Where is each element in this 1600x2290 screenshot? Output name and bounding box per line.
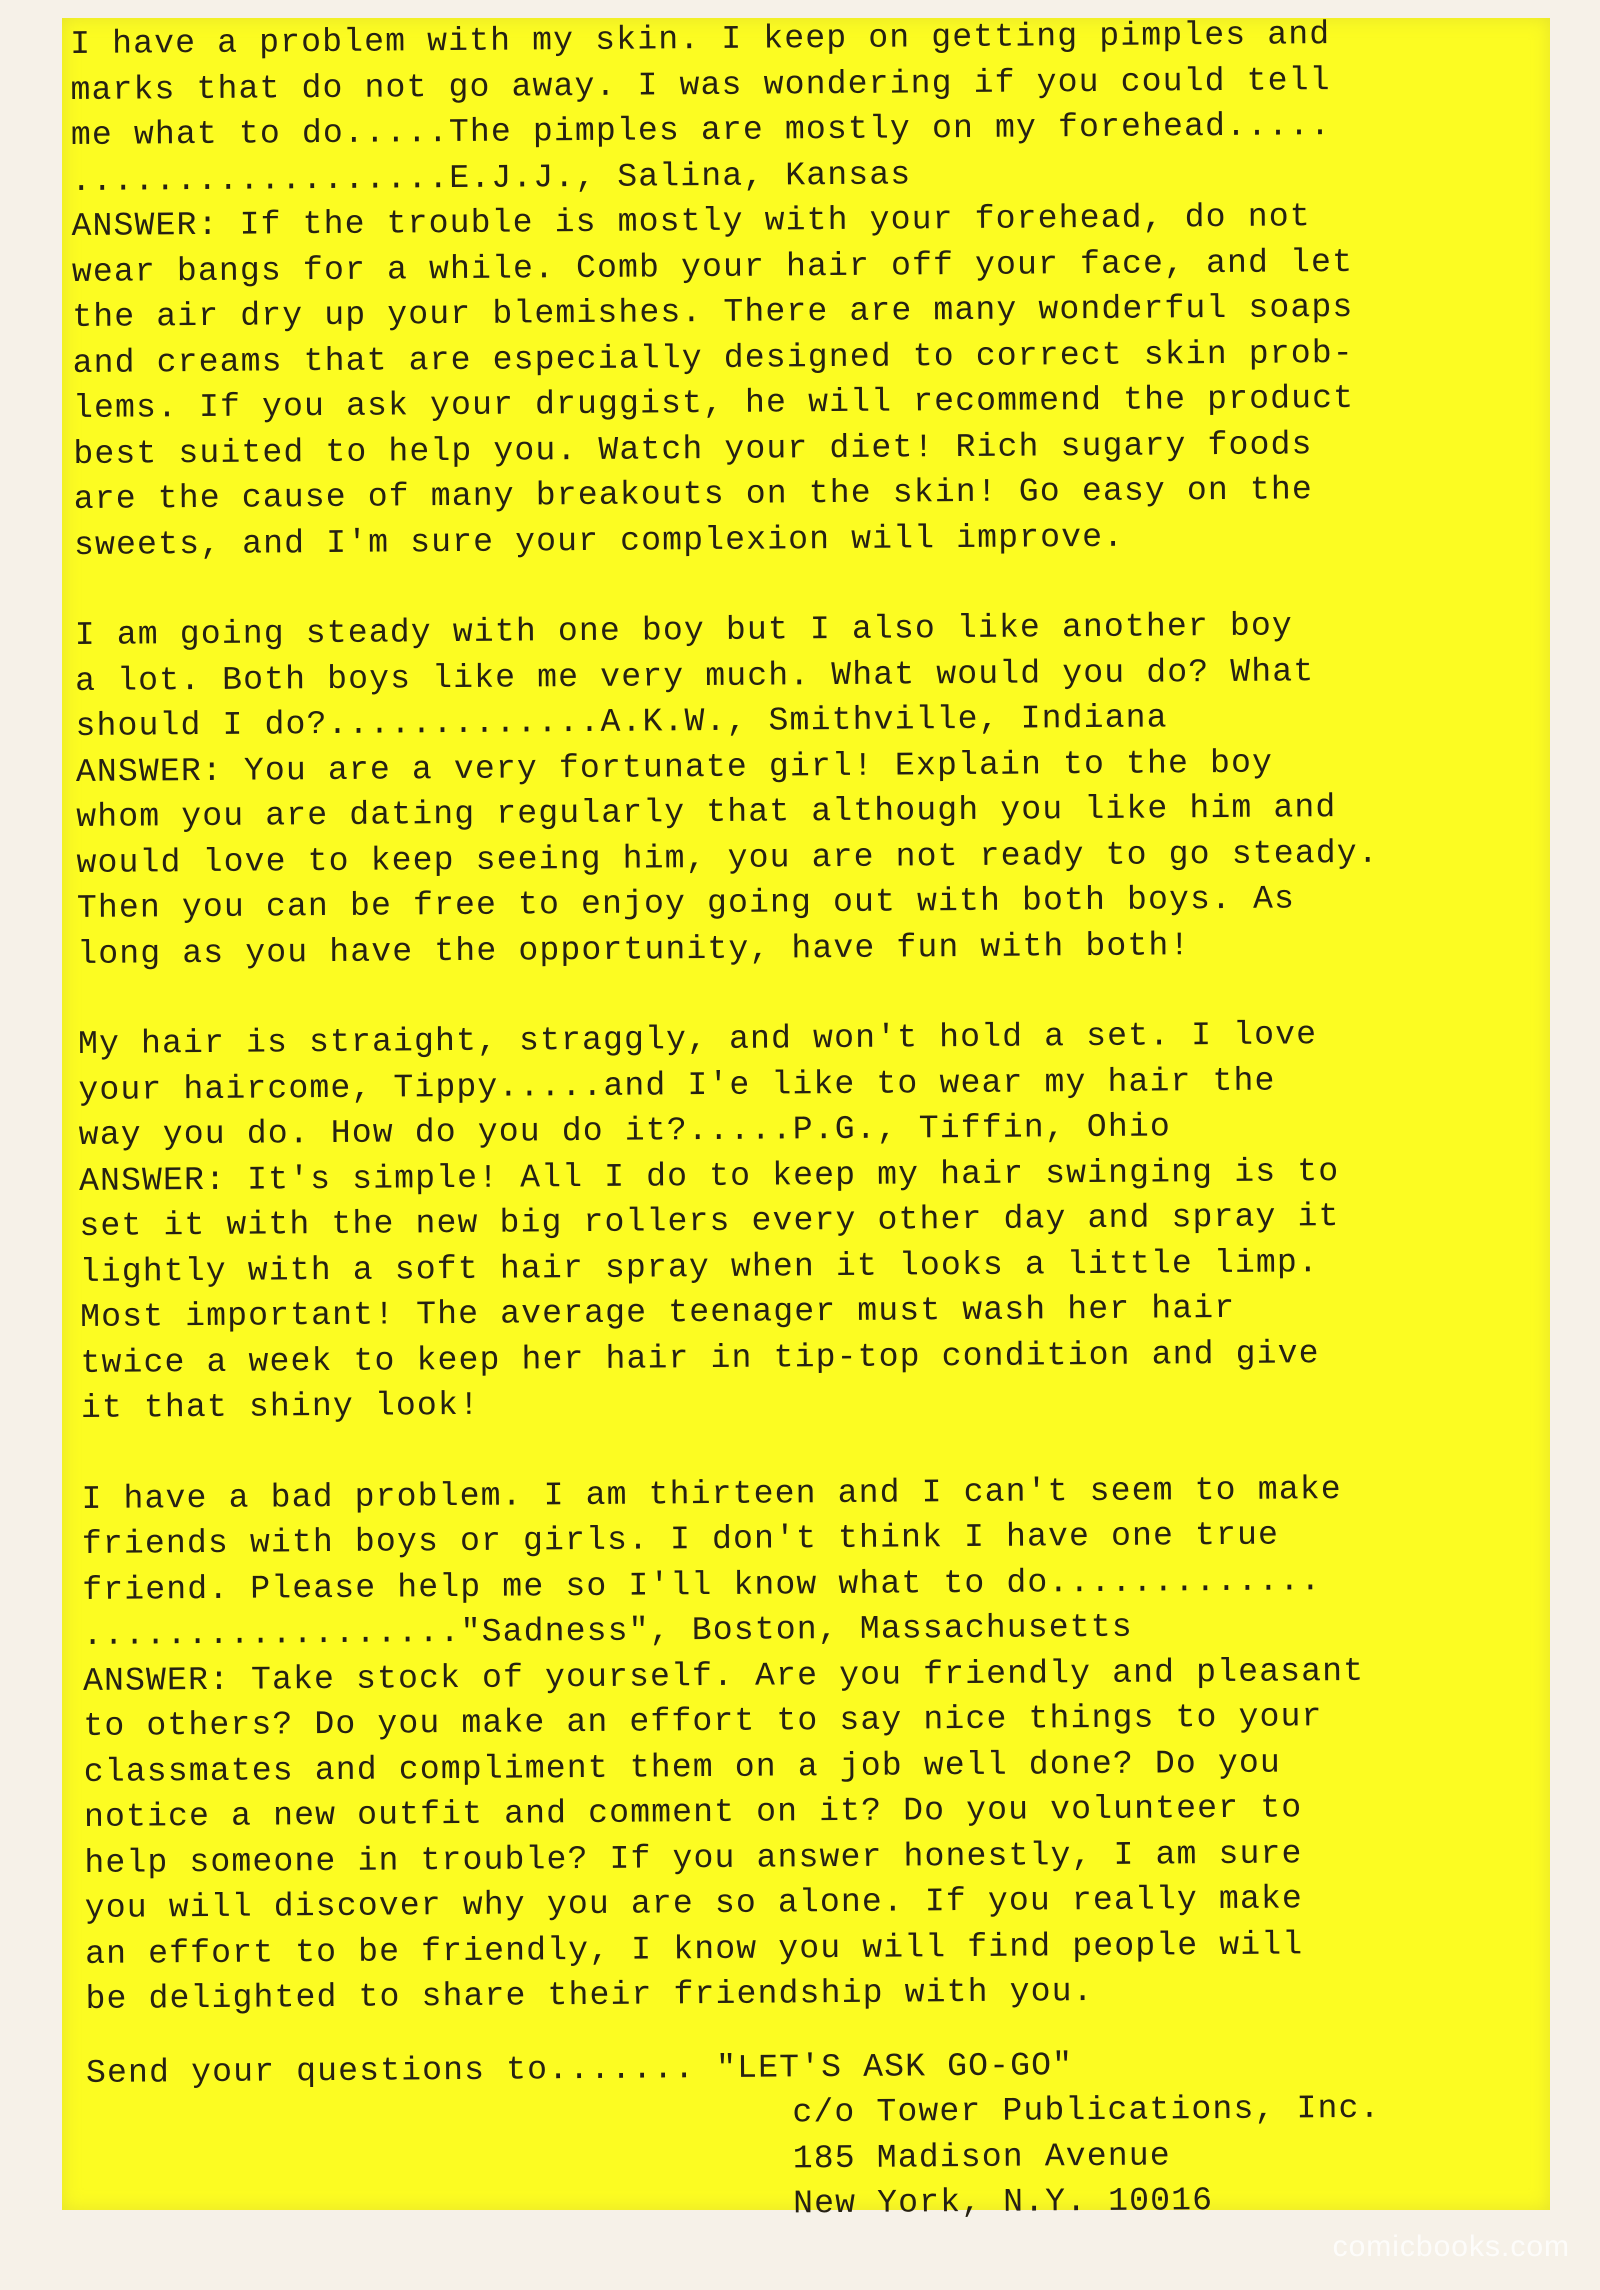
text-line: friend. Please help me so I'll know what to do............. [82,1561,1322,1609]
text-line: .................."Sadness", Boston, Massachusetts [82,1608,1133,1654]
send-questions-block [86,2039,1567,2233]
text-line: a lot. Both boys like me very much. What would you do? What [75,652,1315,700]
send-questions-line: Send your questions to....... "LET'S ASK GO-GO" [85,2046,1074,2092]
text-line: sweets, and I'm sure your complexion will improve. [73,518,1125,564]
text-line: lems. If you ask your druggist, he will recommend the product [72,379,1355,427]
text-line: My hair is straight, straggly, and won't hold a set. I love [77,1016,1318,1063]
text-line: whom you are dating regularly that although you like him and [76,789,1337,836]
address-line-company: c/o Tower Publications, Inc. [792,2089,1381,2132]
text-line: I have a bad problem. I am thirteen and I can't seem to make [81,1470,1342,1518]
text-line: you will discover why you are so alone. If you really make [84,1880,1304,1927]
text-line: ANSWER: If the trouble is mostly with your forehead, do not [71,198,1311,245]
advice-column [70,10,1567,2232]
text-line: me what to do.....The pimples are mostly on my forehead..... [70,107,1332,154]
text-line: I have a problem with my skin. I keep on getting pimples and [70,16,1331,63]
watermark-text: comicbooks.com [1332,2230,1570,2263]
address-line-street: 185 Madison Avenue [792,2136,1171,2177]
text-line: set it with the new big rollers every other day and spray it [79,1198,1340,1245]
text-line: it that shiny look! [80,1386,481,1427]
text-line: best suited to help you. Watch your diet! Rich sugary foods [73,425,1313,473]
text-line: help someone in trouble? If you answer honestly, I am sure [84,1834,1303,1882]
text-line: lightly with a soft hair spray when it looks a little limp. [79,1243,1320,1291]
text-line: ANSWER: It's simple! All I do to keep my hair swinging is to [78,1152,1340,1200]
letter-hair [78,1010,1561,1431]
text-line: marks that do not go away. I was wondering if you could tell [70,61,1331,109]
text-line: ANSWER: You are a very fortunate girl! Explain to the boy [75,744,1274,791]
text-line: way you do. How do you do it?.....P.G., Tiffin, Ohio [78,1108,1172,1154]
text-line: an effort to be friendly, I know you will find people will [85,1925,1304,1973]
text-line: I am going steady with one boy but I also like another boy [74,607,1294,654]
text-line: and creams that are especially designed to correct skin prob- [72,334,1354,382]
letter-going-steady [75,601,1558,977]
text-line: the air dry up your blemishes. There are many wonderful soaps [72,288,1354,336]
text-line: be delighted to share their friendship with you. [85,1973,1094,2018]
text-line: to others? Do you make an effort to say nice things to your [83,1698,1323,1745]
text-line: your haircome, Tippy.....and I'e like to wear my hair the [78,1062,1276,1109]
text-line: would love to keep seeing him, you are not ready to go steady. [76,834,1379,882]
address-line-city: New York, N.Y. 10016 [793,2182,1214,2223]
text-line: twice a week to keep her hair in tip-top condition and give [80,1334,1320,1382]
text-line: Most important! The average teenager must wash her hair [80,1289,1236,1336]
text-line: long as you have the opportunity, have fun with both! [77,926,1191,973]
text-line: are the cause of many breakouts on the skin! Go easy on the [73,471,1314,518]
letter-skin [70,10,1554,568]
text-line: friends with boys or girls. I don't think I have one true [81,1516,1280,1563]
letter-friends [81,1465,1565,2023]
text-line: should I do?.............A.K.W., Smithville, Indiana [75,699,1168,745]
text-line: Then you can be free to enjoy going out with both boys. As [76,880,1296,927]
text-line: ..................E.J.J., Salina, Kansas [71,155,912,200]
text-line: wear bangs for a while. Comb your hair off your face, and let [71,243,1354,291]
text-line: ANSWER: Take stock of yourself. Are you friendly and pleasant [82,1652,1365,1700]
text-line: notice a new outfit and comment on it? Do you volunteer to [83,1789,1303,1836]
text-line: classmates and compliment them on a job well done? Do you [83,1744,1282,1791]
